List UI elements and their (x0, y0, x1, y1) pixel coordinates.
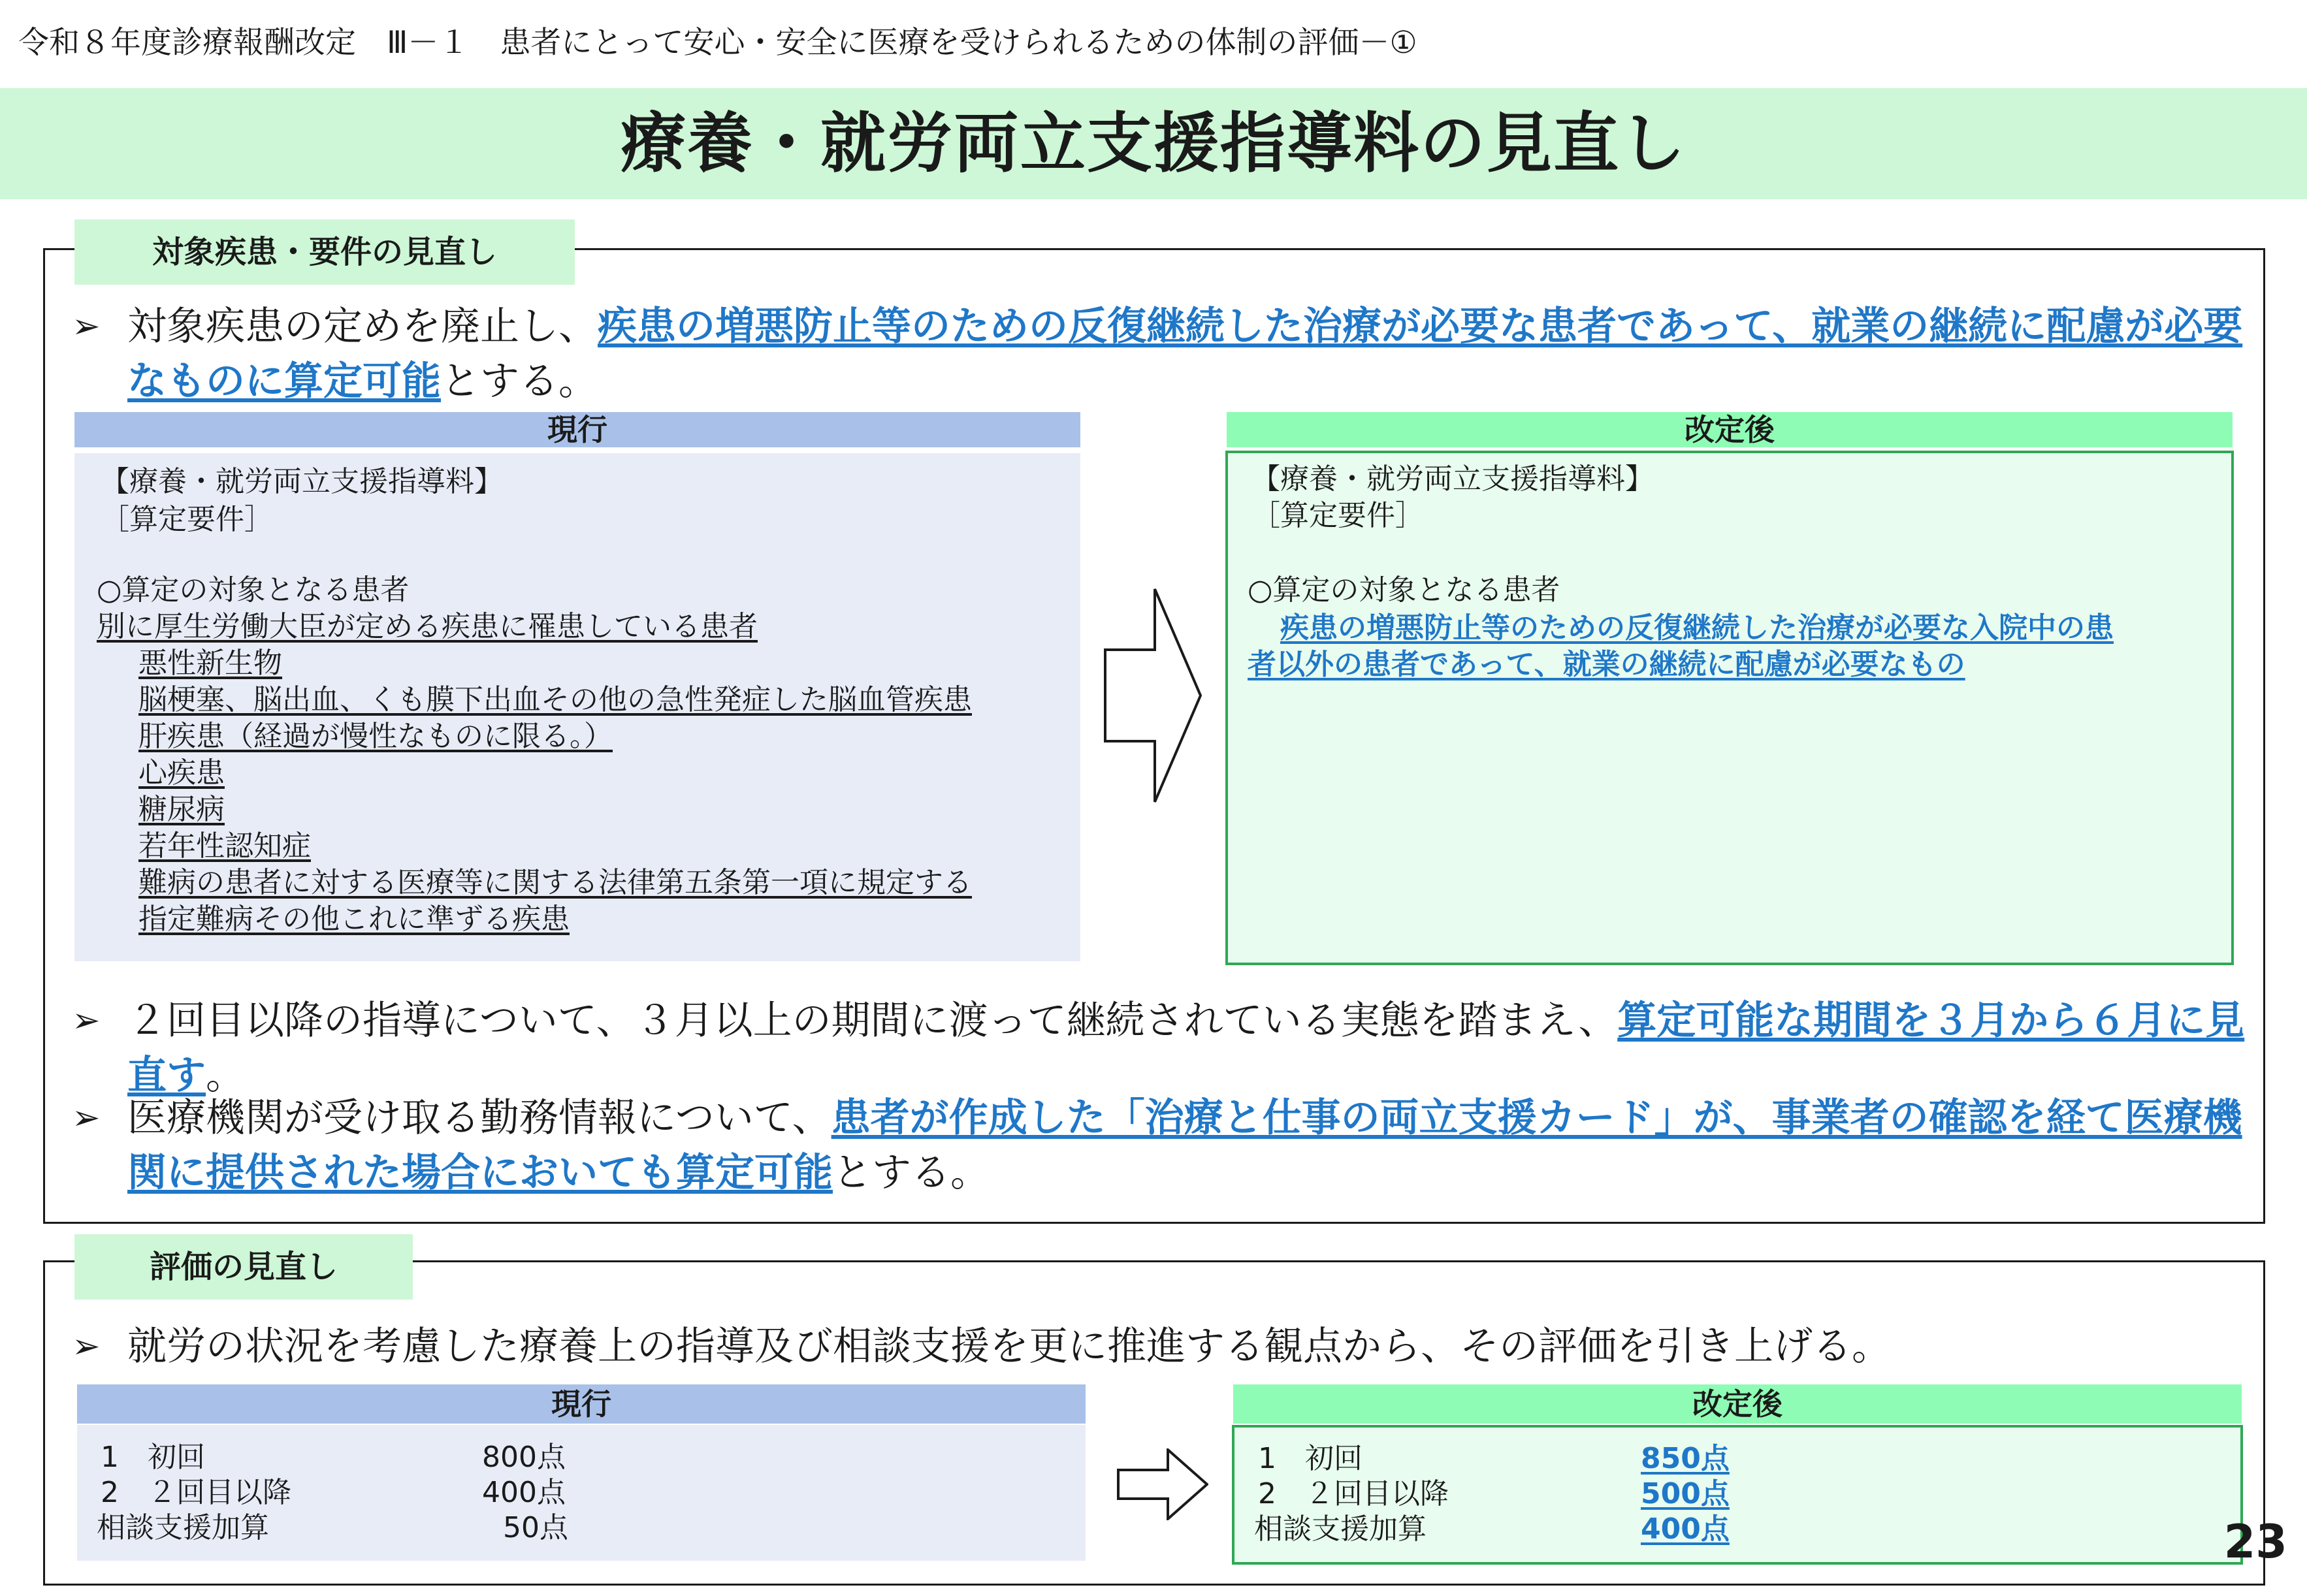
current-line: 別に厚生労働大臣が定める疾患に罹患している患者 (97, 610, 758, 643)
points-value: 500点 (1641, 1477, 1730, 1510)
bullet-target-disease (72, 299, 2247, 410)
bullet-text-plain: 医療機関が受け取る勤務情報について、 (127, 1095, 831, 1141)
current-requirements-box (74, 453, 1080, 961)
current-disease-item: 脳梗塞、脳出血、くも膜下出血その他の急性発症した脳血管疾患 (138, 683, 972, 716)
bullet-period (72, 993, 2247, 1104)
points-label: 2 ２回目以降 (1258, 1477, 1449, 1510)
current-disease-item: 指定難病その他これに準ずる疾患 (138, 902, 570, 936)
points-value: 400点 (1641, 1512, 1730, 1546)
page-title: 療養・就労両立支援指導料の見直し (621, 105, 1686, 182)
points-label: 1 初回 (101, 1441, 205, 1474)
points-value: 800点 (482, 1441, 566, 1474)
revised-highlight-line: 者以外の患者であって、就業の継続に配慮が必要なもの (1248, 648, 1965, 681)
revised-highlight-line: 疾患の増悪防止等のための反復継続した治療が必要な入院中の患 (1280, 611, 2114, 645)
bullet-text-end: とする。 (441, 359, 598, 404)
current-disease-item: 糖尿病 (138, 793, 225, 826)
points-value: 400点 (482, 1476, 566, 1509)
points-label: 相談支援加算 (1254, 1512, 1427, 1546)
page-number: 23 (2223, 1515, 2287, 1569)
bullet-work-info (72, 1091, 2247, 1202)
revised-line: ○算定の対象となる患者 (1248, 573, 1560, 607)
current-disease-item: 肝疾患（経過が慢性なものに限る。） (138, 720, 613, 753)
bullet-arrow-icon: ➢ (72, 1098, 101, 1138)
current-line: ○算定の対象となる患者 (97, 573, 410, 607)
points-label: 1 初回 (1258, 1442, 1363, 1475)
bullet-text-highlight: 疾患の増悪防止等のための反復継続した治療が必要な患者であって、就業の継続に配慮が必要なものに算定可能 (127, 304, 2243, 404)
right-arrow-icon (1104, 588, 1202, 803)
bullet-arrow-icon: ➢ (72, 307, 101, 346)
points-label: 2 ２回目以降 (101, 1476, 291, 1509)
revised-line: 【療養・就労両立支援指導料】 (1251, 462, 1654, 496)
bullet-text (127, 1091, 2247, 1200)
current-disease-item: 若年性認知症 (138, 829, 311, 863)
points-value: 50点 (503, 1511, 568, 1544)
bullet-text-end: とする。 (833, 1150, 990, 1196)
revised-heading: 改定後 (1227, 412, 2233, 447)
current-line: ［算定要件］ (101, 503, 273, 536)
bullet-text (127, 993, 2247, 1103)
bullet-text-plain: ２回目以降の指導について、３月以上の期間に渡って継続されている実態を踏まえ、 (127, 998, 1618, 1044)
bullet-text-end: 。 (206, 1053, 245, 1098)
bullet-text-highlight: 患者が作成した「治療と仕事の両立支援カード」が、事業者の確認を経て医療機関に提供された場合においても算定可能 (127, 1095, 2242, 1196)
current-line: 【療養・就労両立支援指導料】 (101, 465, 503, 498)
revised-points-box (1232, 1425, 2243, 1565)
points-value: 850点 (1641, 1442, 1730, 1475)
title-bar (0, 88, 2307, 199)
revised-requirements-box (1225, 451, 2234, 965)
section-evaluation-label: 評価の見直し (74, 1234, 413, 1300)
current-heading: 現行 (74, 412, 1080, 447)
section-requirements-label: 対象疾患・要件の見直し (74, 219, 575, 285)
bullet-text: 就労の状況を考慮した療養上の指導及び相談支援を更に推進する観点から、その評価を引き上げる。 (127, 1324, 1891, 1369)
current-disease-item: 悪性新生物 (138, 646, 282, 680)
bullet-arrow-icon: ➢ (72, 1327, 101, 1366)
bullet-arrow-icon: ➢ (72, 1001, 101, 1040)
current-disease-item: 難病の患者に対する医療等に関する法律第五条第一項に規定する (138, 866, 972, 899)
current-disease-item: 心疾患 (138, 756, 225, 790)
right-arrow-icon (1117, 1448, 1208, 1520)
current-points-box (77, 1425, 1086, 1561)
bullet-evaluation (72, 1319, 2247, 1378)
revised-points-heading: 改定後 (1233, 1384, 2242, 1424)
current-points-heading: 現行 (77, 1384, 1086, 1424)
bullet-text-plain: 対象疾患の定めを廃止し、 (127, 304, 598, 349)
bullet-text (127, 299, 2247, 409)
points-label: 相談支援加算 (97, 1511, 269, 1544)
bullet-text-highlight: 算定可能な期間を３月から６月に見直す (127, 998, 2245, 1098)
breadcrumb: 令和８年度診療報酬改定 Ⅲ－１ 患者にとって安心・安全に医療を受けられるための体制の評価－① (18, 25, 1417, 61)
revised-line: ［算定要件］ (1251, 499, 1424, 532)
